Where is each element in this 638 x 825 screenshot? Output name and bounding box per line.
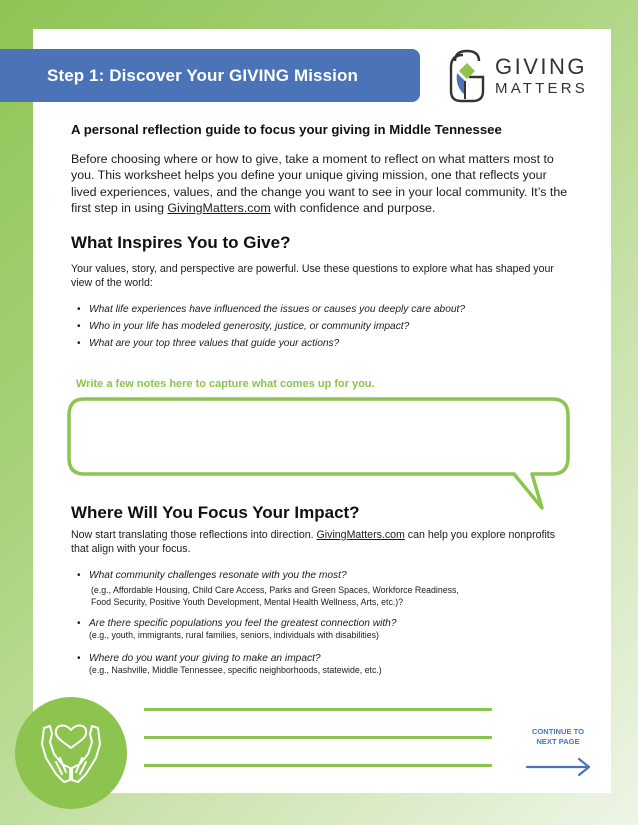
question-item: • What are your top three values that guide your actions? bbox=[77, 338, 465, 355]
write-lines bbox=[144, 708, 492, 792]
page-subtitle: A personal reflection guide to focus your giving in Middle Tennessee bbox=[71, 122, 502, 137]
impact-heading: Where Will You Focus Your Impact? bbox=[71, 503, 360, 522]
step-title: Step 1: Discover Your GIVING Mission bbox=[47, 65, 358, 85]
giving-matters-logo[interactable] bbox=[447, 47, 588, 105]
write-line[interactable] bbox=[144, 764, 492, 767]
continue-label-line1: CONTINUE TO bbox=[531, 727, 585, 736]
intro-paragraph bbox=[71, 151, 571, 217]
givingmatters-link[interactable]: GivingMatters.com bbox=[316, 529, 405, 541]
question-item bbox=[77, 570, 459, 608]
question-item: • What life experiences have influenced the issues or causes you deeply care about? bbox=[77, 304, 465, 321]
write-line[interactable] bbox=[144, 708, 492, 711]
impact-paragraph bbox=[71, 528, 571, 557]
hands-holding-heart-icon bbox=[36, 718, 106, 788]
impact-text: Now start translating those reflections into direction. bbox=[71, 529, 317, 541]
inspire-questions bbox=[77, 304, 465, 355]
question-item bbox=[77, 618, 459, 641]
notes-label: Write a few notes here to capture what comes up for you. bbox=[76, 378, 375, 390]
question-example: (e.g., Nashville, Middle Tennessee, specific neighborhoods, statewide, etc.) bbox=[89, 665, 382, 675]
hands-holding-heart-badge bbox=[15, 697, 127, 809]
inspire-paragraph: Your values, story, and perspective are powerful. Use these questions to explore what has shaped your view of the world: bbox=[71, 263, 554, 290]
intro-text: Before choosing where or how to give, take a moment to reflect on what matters most to you. This worksheet helps you define your unique giving mission, one that reflects your lived experiences, values, and the change you want to see in your local community. It’s the first step in using bbox=[71, 152, 568, 216]
inspire-heading: What Inspires You to Give? bbox=[71, 233, 291, 252]
question-text: What community challenges resonate with you the most? bbox=[89, 570, 347, 581]
question-item: • Who in your life has modeled generosity, justice, or community impact? bbox=[77, 321, 465, 338]
question-example: Food Security, Positive Youth Development, Mental Health Wellness, Arts, etc.)? bbox=[91, 597, 404, 607]
step-banner bbox=[0, 49, 420, 102]
impact-questions bbox=[77, 570, 459, 676]
continue-to-next-page[interactable] bbox=[520, 727, 596, 747]
question-text: Where do you want your giving to make an impact? bbox=[89, 653, 321, 664]
continue-label-line2: NEXT PAGE bbox=[536, 737, 580, 746]
logo-wordmark-matters: MATTERS bbox=[495, 80, 588, 97]
question-example: (e.g., Affordable Housing, Child Care Access, Parks and Green Spaces, Workforce Readiness, bbox=[91, 585, 459, 595]
notes-speech-bubble[interactable] bbox=[66, 396, 572, 517]
question-example: (e.g., youth, immigrants, rural families, seniors, individuals with disabilities) bbox=[89, 630, 379, 640]
logo-wordmark-giving: GIVING bbox=[495, 54, 588, 79]
question-text: Are there specific populations you feel the greatest connection with? bbox=[89, 618, 397, 629]
question-item bbox=[77, 653, 459, 676]
impact-text-end: can help you explore nonprofits that align with your focus. bbox=[71, 529, 556, 556]
arrow-right-icon[interactable] bbox=[525, 756, 593, 778]
intro-text-end: with confidence and purpose. bbox=[270, 201, 436, 216]
giving-matters-leaf-logo-icon bbox=[447, 47, 487, 105]
givingmatters-link[interactable]: GivingMatters.com bbox=[167, 201, 271, 216]
speech-bubble-outline bbox=[66, 396, 572, 512]
write-line[interactable] bbox=[144, 736, 492, 739]
